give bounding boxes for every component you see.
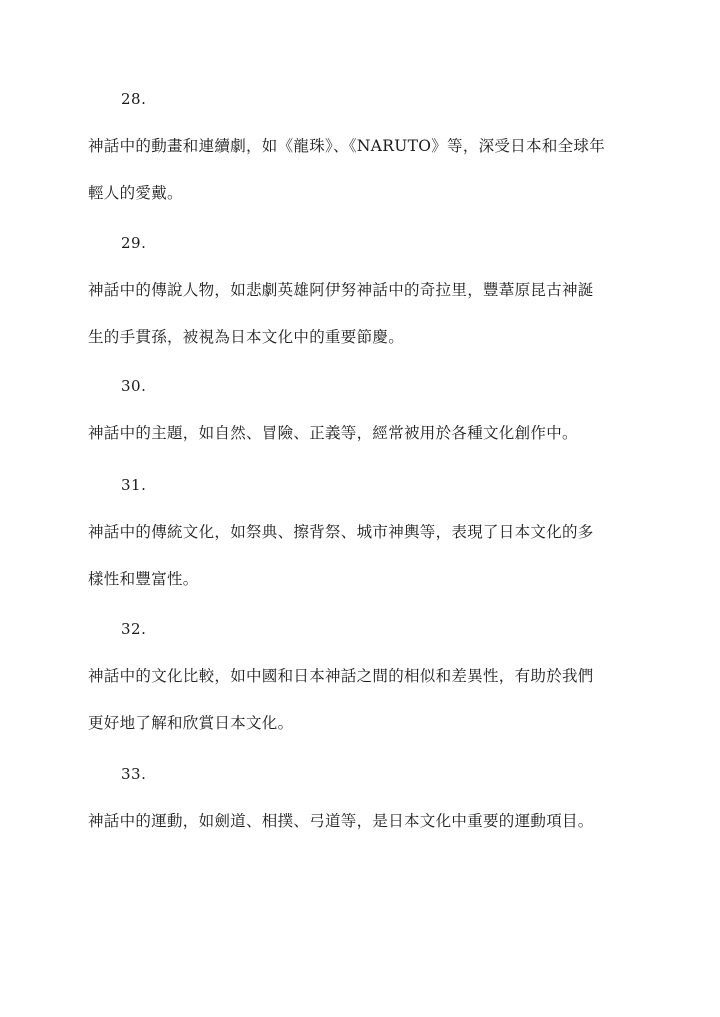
entry-text-line: 樣性和豐富性。 bbox=[88, 570, 199, 588]
entry-number: 32. bbox=[121, 620, 147, 638]
entry-number: 30. bbox=[121, 377, 147, 395]
entry-text-line: 神話中的傳說人物，如悲劇英雄阿伊努神話中的奇拉里，豐葦原昆古神誕 bbox=[88, 281, 594, 299]
entry-text-line: 神話中的文化比較，如中國和日本神話之間的相似和差異性，有助於我們 bbox=[88, 667, 594, 685]
entry-text-line: 神話中的動畫和連續劇，如《龍珠》、《NARUTO》等，深受日本和全球年 bbox=[88, 137, 606, 155]
entry-33 bbox=[88, 764, 648, 853]
entry-text bbox=[88, 418, 648, 465]
entry-text bbox=[88, 131, 648, 225]
entry-30 bbox=[88, 376, 648, 465]
entry-text bbox=[88, 806, 648, 853]
entry-number: 31. bbox=[121, 476, 147, 494]
entry-text-line: 神話中的傳統文化，如祭典、擦背祭、城市神輿等，表現了日本文化的多 bbox=[88, 523, 594, 541]
entry-text bbox=[88, 517, 648, 611]
entry-number: 28. bbox=[121, 90, 147, 108]
entry-31 bbox=[88, 475, 648, 611]
entry-29 bbox=[88, 233, 648, 369]
entry-text-line: 神話中的主題，如自然、冒險、正義等，經常被用於各種文化創作中。 bbox=[88, 424, 578, 442]
entry-28 bbox=[88, 89, 648, 225]
entry-text-line: 輕人的愛戴。 bbox=[88, 184, 183, 202]
entry-text bbox=[88, 275, 648, 369]
entry-32 bbox=[88, 619, 648, 755]
entry-text-line: 更好地了解和欣賞日本文化。 bbox=[88, 714, 294, 732]
entry-text-line: 生的手貫孫，被視為日本文化中的重要節慶。 bbox=[88, 328, 405, 346]
entry-text-line: 神話中的運動，如劍道、相撲、弓道等，是日本文化中重要的運動項目。 bbox=[88, 812, 594, 830]
entry-text bbox=[88, 661, 648, 755]
entry-number: 29. bbox=[121, 234, 147, 252]
entry-number: 33. bbox=[121, 765, 147, 783]
